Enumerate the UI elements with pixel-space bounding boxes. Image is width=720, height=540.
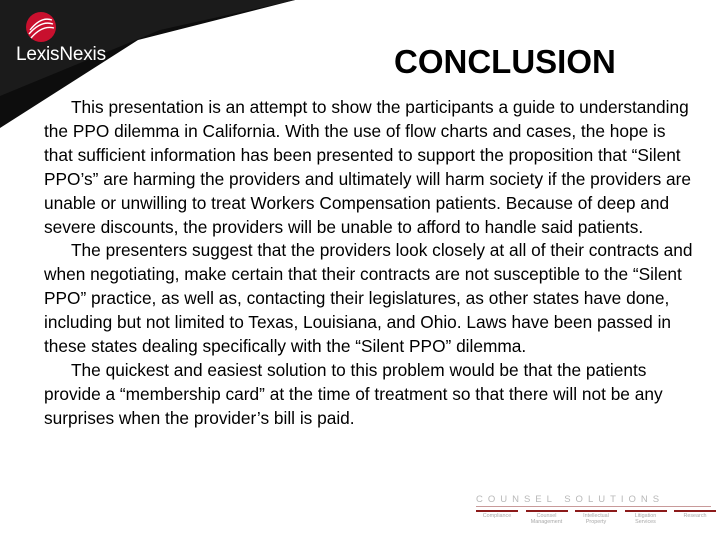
paragraph-solution: The quickest and easiest solution to this problem would be that the patients provide a “membership card” at the time of treatment so that there will not be any surprises when the provider’s bill is paid.: [44, 359, 663, 428]
footer-item-litigation-services: Litigation Services: [625, 510, 667, 525]
footer-item-research: Research: [674, 510, 716, 525]
footer-item-intellectual-property: Intellectual Property: [575, 510, 617, 525]
paragraph-recommendation: The presenters suggest that the providers look closely at all of their contracts and when negotiating, make certain that their contracts are not susceptible to the “Silent PPO” practice, as well as, contacting their legislatures, as other states have done, including but not limited to Texas, Louisiana, and Ohio. Laws have been passed in these states dealing specifically with the “Silent PPO” dilemma.: [44, 240, 693, 357]
footer-item-compliance: Compliance: [476, 510, 518, 525]
slide-title: CONCLUSION: [394, 43, 616, 80]
footer-item-counsel-management: Counsel Management: [526, 510, 568, 525]
footer-brand: COUNSEL SOLUTIONS: [476, 494, 665, 505]
paragraph-intro: This presentation is an attempt to show the participants a guide to understanding the PPO dilemma in California. With the use of flow charts and cases, the hope is that sufficient information has been presented to support the proposition that “Silent PPO’s” are harming the providers and ultimately will harm society if the providers are unable or unwilling to treat Workers Compensation patients. Because of deep and severe discounts, the providers will be unable to afford to handle said patients.: [44, 97, 692, 237]
lexisnexis-logo-icon: [24, 10, 58, 44]
body-text: [44, 96, 694, 431]
footer-divider: [476, 506, 711, 507]
footer-items: [476, 510, 716, 525]
brand-name: LexisNexis: [16, 44, 106, 65]
